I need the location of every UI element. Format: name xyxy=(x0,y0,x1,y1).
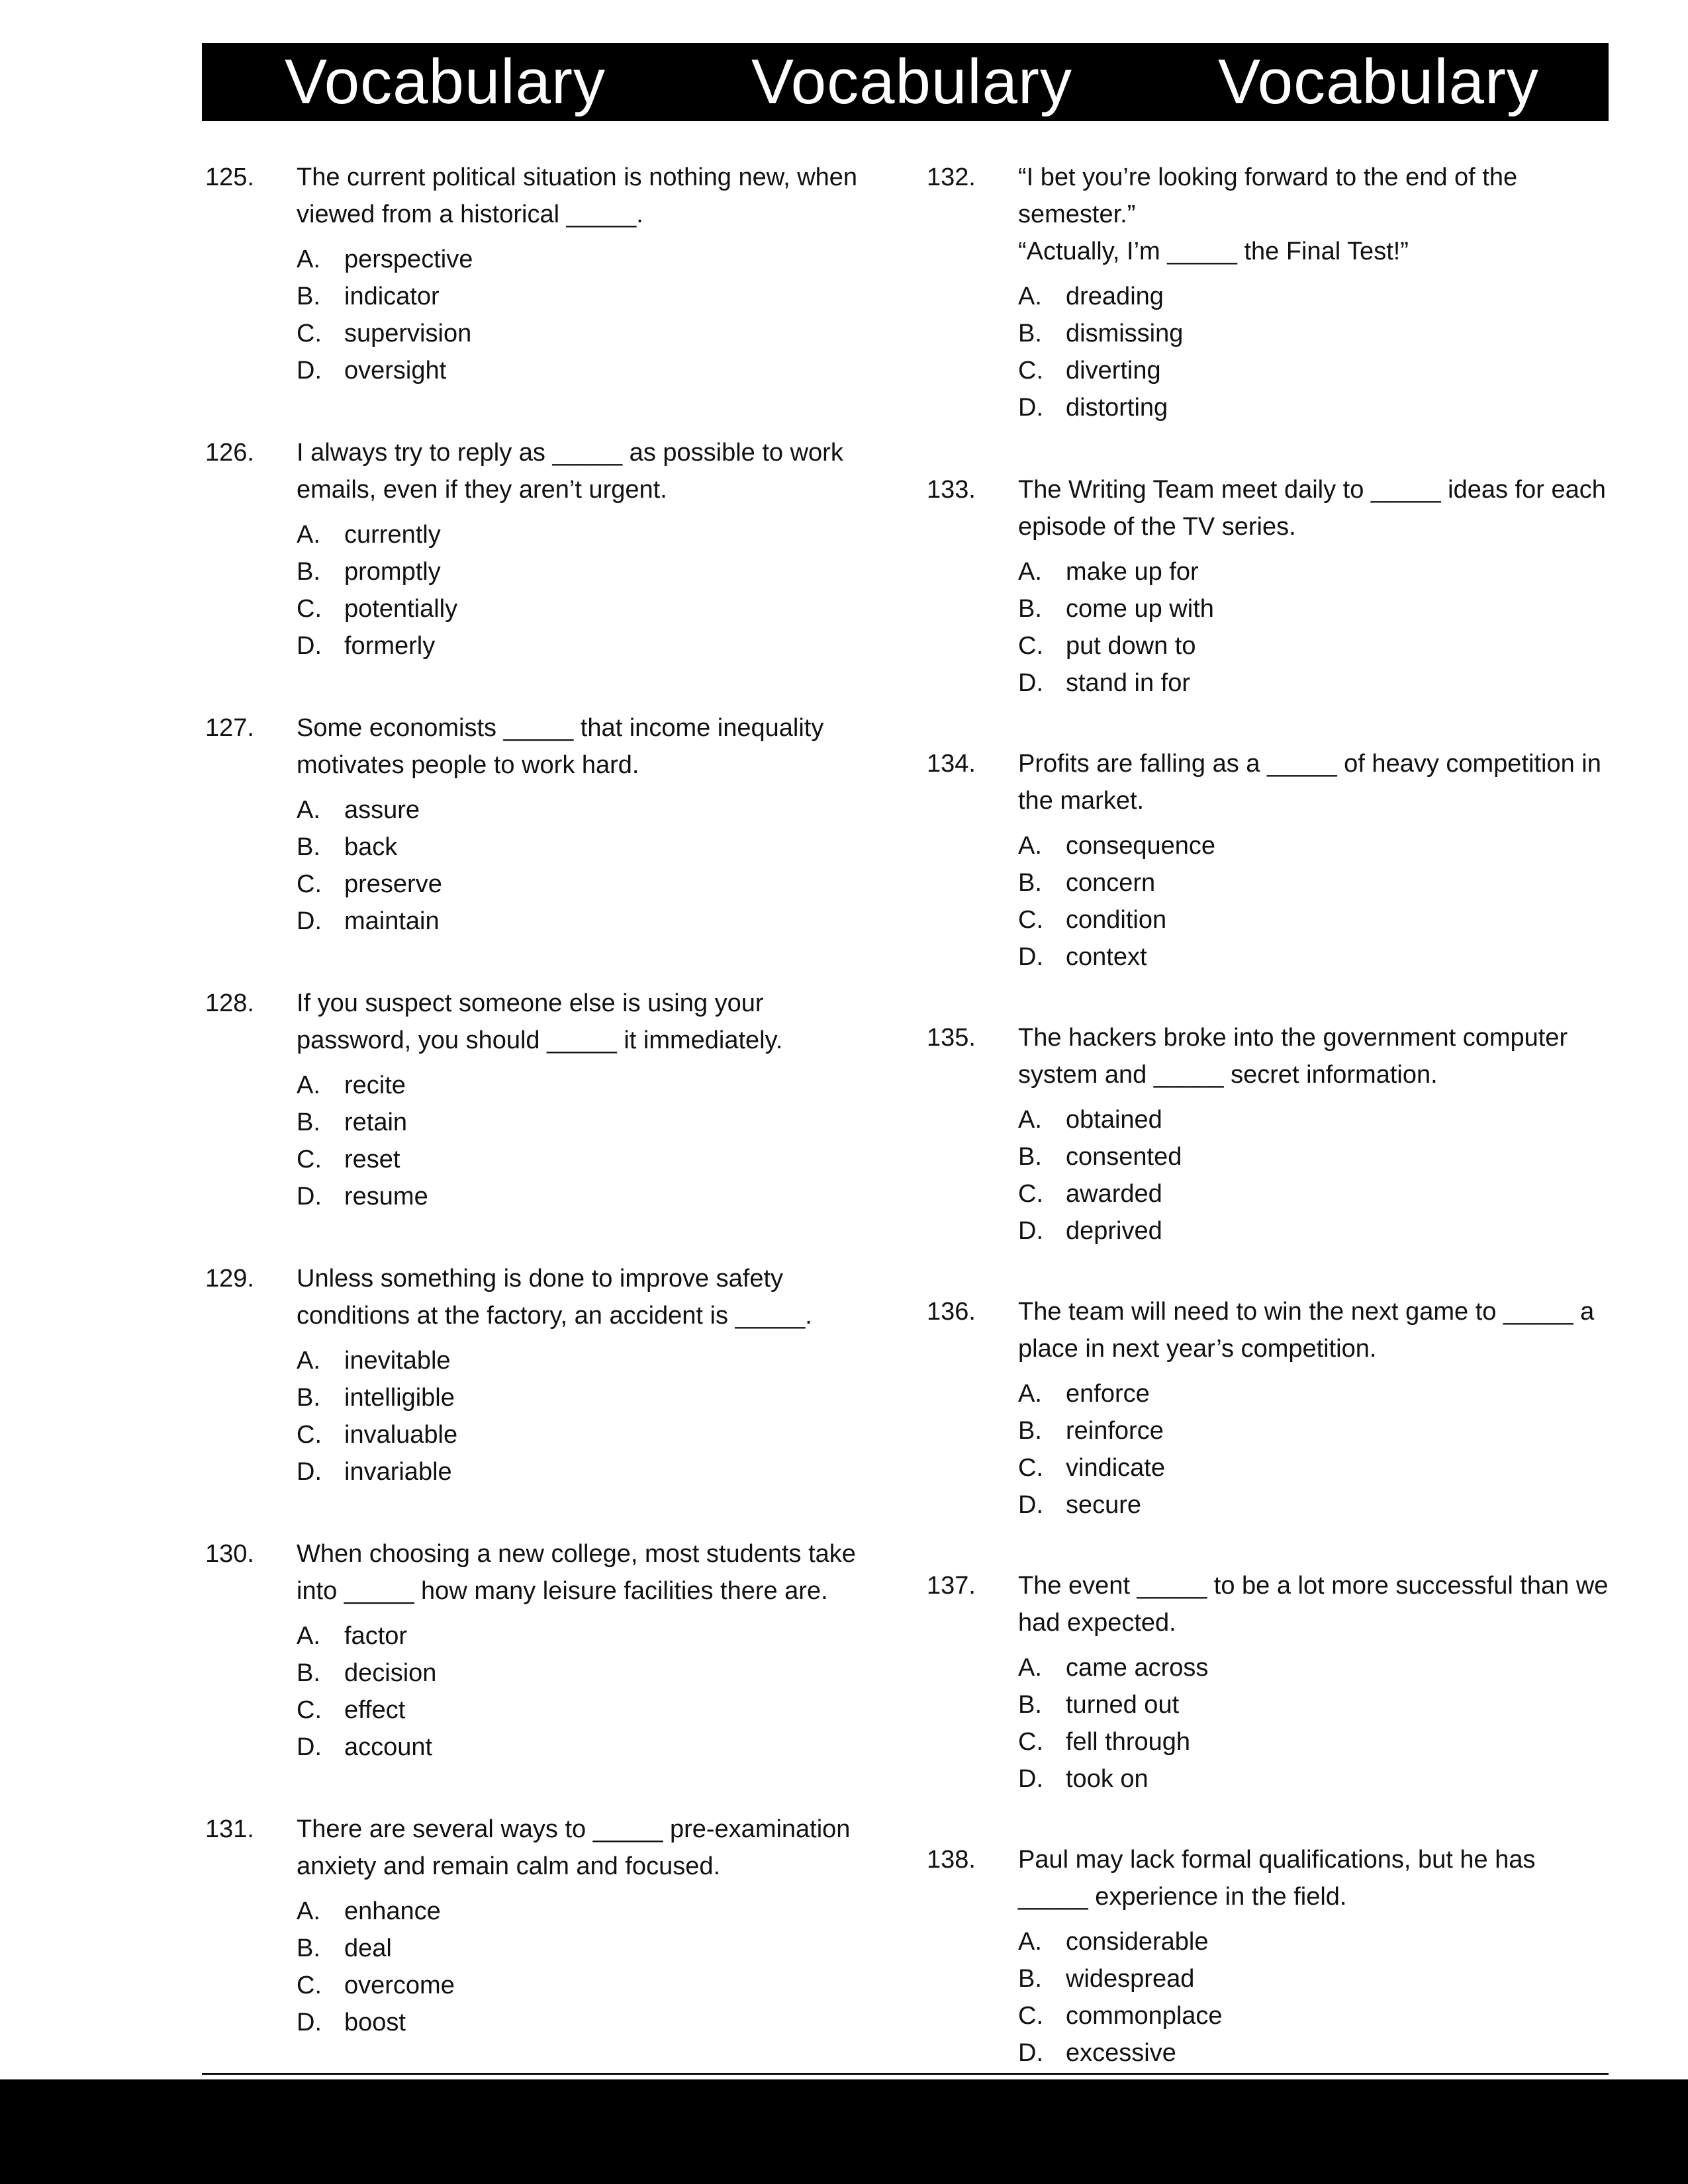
question-line: Some economists _____ that income inequality xyxy=(297,714,824,742)
question-line: The Writing Team meet daily to _____ ideas for each xyxy=(1018,476,1606,504)
question-line: The team will need to win the next game to _____ a xyxy=(1018,1298,1595,1326)
answer-options xyxy=(297,1342,879,1490)
answer-option-d[interactable] xyxy=(1018,389,1601,426)
option-letter: C. xyxy=(1018,357,1043,385)
answer-option-d[interactable] xyxy=(297,352,879,389)
question-line: episode of the TV series. xyxy=(1018,513,1296,541)
question-line: into _____ how many leisure facilities there are. xyxy=(297,1577,828,1605)
answer-options xyxy=(1018,1101,1601,1250)
option-letter: C. xyxy=(1018,632,1043,660)
answer-options xyxy=(297,241,879,389)
option-text: reset xyxy=(344,1146,400,1173)
question-number: 132. xyxy=(927,163,976,191)
option-letter: B. xyxy=(1018,1965,1042,1993)
answer-option-b[interactable] xyxy=(297,1655,879,1692)
answer-option-d[interactable] xyxy=(297,2004,879,2041)
answer-option-a[interactable] xyxy=(1018,278,1601,315)
answer-option-d[interactable] xyxy=(1018,938,1601,976)
answer-option-c[interactable] xyxy=(297,1416,879,1453)
question-line: When choosing a new college, most students take xyxy=(297,1540,856,1568)
answer-option-b[interactable] xyxy=(297,1930,879,1967)
question-number: 128. xyxy=(205,989,254,1017)
answer-option-c[interactable] xyxy=(297,1967,879,2004)
option-text: boost xyxy=(344,2009,406,2036)
option-letter: B. xyxy=(297,1934,320,1962)
option-text: obtained xyxy=(1066,1106,1162,1134)
question-text xyxy=(297,1260,892,1334)
option-text: effect xyxy=(344,1696,406,1724)
answer-option-d[interactable] xyxy=(1018,2034,1601,2071)
answer-option-d[interactable] xyxy=(297,1178,879,1215)
answer-option-b[interactable] xyxy=(1018,1960,1601,1997)
answer-option-d[interactable] xyxy=(297,1729,879,1766)
option-text: indicator xyxy=(344,283,440,310)
question-number: 135. xyxy=(927,1024,976,1052)
option-letter: D. xyxy=(1018,394,1043,422)
answer-option-d[interactable] xyxy=(297,1453,879,1490)
option-letter: B. xyxy=(297,833,320,861)
option-text: considerable xyxy=(1066,1928,1209,1956)
option-text: came across xyxy=(1066,1654,1209,1682)
answer-option-c[interactable] xyxy=(297,1141,879,1178)
answer-option-c[interactable] xyxy=(1018,352,1601,389)
option-text: awarded xyxy=(1066,1180,1162,1208)
question-text xyxy=(297,985,892,1059)
question-text xyxy=(297,1811,892,1885)
question-line: semester.” xyxy=(1018,201,1136,228)
option-text: consequence xyxy=(1066,832,1216,860)
option-text: excessive xyxy=(1066,2039,1176,2067)
question-line: The current political situation is nothing new, when xyxy=(297,163,858,191)
header-title: Vocabulary xyxy=(751,46,1072,117)
answer-option-c[interactable] xyxy=(1018,627,1601,664)
option-text: secure xyxy=(1066,1491,1142,1519)
answer-option-c[interactable] xyxy=(1018,1723,1601,1760)
option-text: took on xyxy=(1066,1765,1149,1793)
option-text: supervision xyxy=(344,320,472,347)
option-letter: D. xyxy=(297,907,322,935)
question-text xyxy=(1018,1567,1614,1641)
question-text xyxy=(1018,159,1614,270)
option-letter: C. xyxy=(1018,906,1043,934)
option-letter: A. xyxy=(297,1897,320,1925)
answer-option-a[interactable] xyxy=(297,792,879,829)
option-letter: A. xyxy=(1018,283,1042,310)
option-text: oversight xyxy=(344,357,447,385)
answer-option-b[interactable] xyxy=(297,1104,879,1141)
option-text: resume xyxy=(344,1183,428,1210)
answer-option-c[interactable] xyxy=(297,1692,879,1729)
question-number: 131. xyxy=(205,1815,254,1843)
option-text: perspective xyxy=(344,246,473,273)
answer-option-a[interactable] xyxy=(1018,827,1601,864)
answer-option-a[interactable] xyxy=(297,1617,879,1655)
option-text: put down to xyxy=(1066,632,1196,660)
question-line: Unless something is done to improve safety xyxy=(297,1265,784,1293)
question-line: had expected. xyxy=(1018,1609,1176,1637)
option-text: come up with xyxy=(1066,595,1214,623)
answer-option-c[interactable] xyxy=(1018,901,1601,938)
question-line: anxiety and remain calm and focused. xyxy=(297,1852,721,1880)
question-line: The hackers broke into the government computer xyxy=(1018,1024,1568,1052)
option-text: fell through xyxy=(1066,1728,1191,1756)
answer-option-c[interactable] xyxy=(297,866,879,903)
answer-options xyxy=(297,1893,879,2041)
option-text: factor xyxy=(344,1622,408,1650)
option-text: deprived xyxy=(1066,1217,1162,1245)
answer-option-d[interactable] xyxy=(1018,1486,1601,1524)
question-text xyxy=(297,159,892,233)
answer-option-b[interactable] xyxy=(297,278,879,315)
question-line: “Actually, I’m _____ the Final Test!” xyxy=(1018,238,1409,265)
question-text xyxy=(1018,1293,1614,1367)
answer-option-d[interactable] xyxy=(1018,1760,1601,1797)
option-letter: B. xyxy=(297,1109,320,1136)
option-text: make up for xyxy=(1066,558,1199,586)
option-text: preserve xyxy=(344,870,442,898)
option-text: decision xyxy=(344,1659,437,1687)
question-line: place in next year’s competition. xyxy=(1018,1335,1377,1363)
option-letter: C. xyxy=(297,1696,322,1724)
option-letter: A. xyxy=(297,521,320,549)
option-letter: A. xyxy=(297,1622,320,1650)
question-number: 130. xyxy=(205,1540,254,1568)
answer-option-c[interactable] xyxy=(297,315,879,352)
option-text: reinforce xyxy=(1066,1417,1164,1445)
option-text: recite xyxy=(344,1071,406,1099)
option-letter: D. xyxy=(297,1733,322,1761)
answer-options xyxy=(1018,1375,1601,1524)
answer-option-b[interactable] xyxy=(297,553,879,590)
question-line: motivates people to work hard. xyxy=(297,751,639,779)
option-letter: A. xyxy=(1018,832,1042,860)
header-title: Vocabulary xyxy=(285,46,606,117)
option-text: dreading xyxy=(1066,283,1164,310)
answer-option-b[interactable] xyxy=(1018,590,1601,627)
option-text: potentially xyxy=(344,595,458,623)
option-text: condition xyxy=(1066,906,1167,934)
option-text: currently xyxy=(344,521,441,549)
option-text: vindicate xyxy=(1066,1454,1165,1482)
answer-option-c[interactable] xyxy=(1018,1449,1601,1486)
option-text: concern xyxy=(1066,869,1156,897)
footer-rule xyxy=(202,2073,1609,2075)
answer-options xyxy=(1018,553,1601,702)
question-line: I always try to reply as _____ as possible to work xyxy=(297,439,843,467)
question-line: “I bet you’re looking forward to the end of the xyxy=(1018,163,1518,191)
option-letter: A. xyxy=(1018,1654,1042,1682)
answer-option-d[interactable] xyxy=(297,627,879,664)
question-line: There are several ways to _____ pre-examination xyxy=(297,1815,851,1843)
bottom-scan-border xyxy=(0,2079,1688,2184)
option-text: widespread xyxy=(1066,1965,1195,1993)
option-letter: C. xyxy=(297,870,322,898)
answer-option-b[interactable] xyxy=(1018,864,1601,901)
answer-option-a[interactable] xyxy=(1018,1375,1601,1412)
question-number: 134. xyxy=(927,750,976,778)
question-line: Paul may lack formal qualifications, but he has xyxy=(1018,1846,1536,1874)
option-letter: A. xyxy=(297,1071,320,1099)
answer-options xyxy=(297,1067,879,1215)
option-letter: A. xyxy=(297,1347,320,1375)
question-line: emails, even if they aren’t urgent. xyxy=(297,476,667,504)
option-text: consented xyxy=(1066,1143,1182,1171)
option-text: invaluable xyxy=(344,1421,458,1449)
answer-options xyxy=(297,1617,879,1766)
option-text: enforce xyxy=(1066,1380,1150,1408)
answer-option-a[interactable] xyxy=(297,1067,879,1104)
answer-option-d[interactable] xyxy=(1018,664,1601,702)
answer-option-d[interactable] xyxy=(1018,1212,1601,1250)
option-letter: C. xyxy=(297,1146,322,1173)
option-letter: D. xyxy=(1018,1765,1043,1793)
option-text: turned out xyxy=(1066,1691,1180,1719)
question-number: 127. xyxy=(205,714,254,742)
option-letter: D. xyxy=(297,357,322,385)
option-text: enhance xyxy=(344,1897,441,1925)
option-text: promptly xyxy=(344,558,441,586)
question-line: password, you should _____ it immediately. xyxy=(297,1026,783,1054)
option-text: commonplace xyxy=(1066,2002,1223,2030)
option-letter: A. xyxy=(1018,1380,1042,1408)
option-letter: C. xyxy=(297,1972,322,1999)
option-letter: B. xyxy=(1018,595,1042,623)
answer-options xyxy=(1018,278,1601,426)
question-line: If you suspect someone else is using your xyxy=(297,989,764,1017)
question-number: 133. xyxy=(927,476,976,504)
answer-option-c[interactable] xyxy=(297,590,879,627)
option-letter: D. xyxy=(1018,2039,1043,2067)
option-letter: A. xyxy=(1018,558,1042,586)
option-text: intelligible xyxy=(344,1384,455,1412)
header-title: Vocabulary xyxy=(1218,46,1539,117)
question-number: 137. xyxy=(927,1572,976,1600)
option-letter: C. xyxy=(297,595,322,623)
option-letter: D. xyxy=(1018,943,1043,971)
option-letter: B. xyxy=(1018,1691,1042,1719)
option-text: back xyxy=(344,833,398,861)
answer-options xyxy=(1018,827,1601,976)
option-letter: D. xyxy=(1018,669,1043,697)
question-line: system and _____ secret information. xyxy=(1018,1061,1438,1089)
question-number: 126. xyxy=(205,439,254,467)
answer-option-a[interactable] xyxy=(297,1342,879,1379)
option-letter: B. xyxy=(297,283,320,310)
answer-option-a[interactable] xyxy=(1018,1649,1601,1686)
question-line: _____ experience in the field. xyxy=(1018,1883,1347,1911)
header-bar xyxy=(202,43,1609,121)
option-text: context xyxy=(1066,943,1147,971)
option-letter: C. xyxy=(297,1421,322,1449)
option-letter: D. xyxy=(297,2009,322,2036)
question-number: 129. xyxy=(205,1265,254,1293)
option-letter: A. xyxy=(297,246,320,273)
option-text: formerly xyxy=(344,632,436,660)
answer-option-b[interactable] xyxy=(1018,1412,1601,1449)
option-text: diverting xyxy=(1066,357,1161,385)
answer-option-d[interactable] xyxy=(297,903,879,940)
option-letter: D. xyxy=(297,632,322,660)
question-text xyxy=(297,434,892,508)
option-letter: B. xyxy=(297,1659,320,1687)
option-letter: B. xyxy=(297,1384,320,1412)
question-text xyxy=(297,709,892,784)
question-text xyxy=(1018,471,1614,545)
option-letter: D. xyxy=(297,1458,322,1486)
question-text xyxy=(1018,1841,1614,1915)
answer-options xyxy=(1018,1649,1601,1797)
answer-option-a[interactable] xyxy=(297,1893,879,1930)
option-text: dismissing xyxy=(1066,320,1184,347)
answer-option-c[interactable] xyxy=(1018,1175,1601,1212)
question-line: viewed from a historical _____. xyxy=(297,201,643,228)
option-letter: A. xyxy=(297,796,320,824)
option-text: retain xyxy=(344,1109,408,1136)
question-number: 136. xyxy=(927,1298,976,1326)
question-number: 125. xyxy=(205,163,254,191)
option-text: deal xyxy=(344,1934,392,1962)
option-letter: B. xyxy=(1018,1143,1042,1171)
option-letter: D. xyxy=(1018,1217,1043,1245)
answer-option-a[interactable] xyxy=(297,516,879,553)
option-letter: C. xyxy=(1018,1454,1043,1482)
answer-options xyxy=(297,516,879,664)
answer-option-b[interactable] xyxy=(1018,1686,1601,1723)
question-line: the market. xyxy=(1018,787,1145,815)
option-text: stand in for xyxy=(1066,669,1190,697)
option-text: inevitable xyxy=(344,1347,451,1375)
question-text xyxy=(297,1535,892,1610)
option-letter: B. xyxy=(297,558,320,586)
question-text xyxy=(1018,1019,1614,1093)
answer-options xyxy=(297,792,879,940)
option-letter: B. xyxy=(1018,320,1042,347)
option-text: invariable xyxy=(344,1458,452,1486)
option-letter: A. xyxy=(1018,1928,1042,1956)
option-letter: B. xyxy=(1018,869,1042,897)
option-letter: C. xyxy=(297,320,322,347)
question-line: conditions at the factory, an accident is _____. xyxy=(297,1302,812,1330)
option-letter: D. xyxy=(1018,1491,1043,1519)
option-text: overcome xyxy=(344,1972,455,1999)
option-letter: C. xyxy=(1018,2002,1043,2030)
answer-option-a[interactable] xyxy=(1018,553,1601,590)
answer-option-a[interactable] xyxy=(1018,1101,1601,1138)
question-line: The event _____ to be a lot more successful than we xyxy=(1018,1572,1609,1600)
option-letter: C. xyxy=(1018,1180,1043,1208)
answer-option-b[interactable] xyxy=(297,1379,879,1416)
option-text: maintain xyxy=(344,907,440,935)
option-letter: D. xyxy=(297,1183,322,1210)
option-text: distorting xyxy=(1066,394,1168,422)
answer-option-b[interactable] xyxy=(1018,315,1601,352)
answer-option-a[interactable] xyxy=(1018,1923,1601,1960)
option-text: assure xyxy=(344,796,420,824)
answer-option-b[interactable] xyxy=(1018,1138,1601,1175)
answer-option-a[interactable] xyxy=(297,241,879,278)
answer-option-c[interactable] xyxy=(1018,1997,1601,2034)
question-number: 138. xyxy=(927,1846,976,1874)
option-letter: C. xyxy=(1018,1728,1043,1756)
answer-option-b[interactable] xyxy=(297,829,879,866)
option-letter: B. xyxy=(1018,1417,1042,1445)
question-text xyxy=(1018,745,1614,819)
option-text: account xyxy=(344,1733,433,1761)
question-line: Profits are falling as a _____ of heavy competition in xyxy=(1018,750,1601,778)
option-letter: A. xyxy=(1018,1106,1042,1134)
answer-options xyxy=(1018,1923,1601,2071)
